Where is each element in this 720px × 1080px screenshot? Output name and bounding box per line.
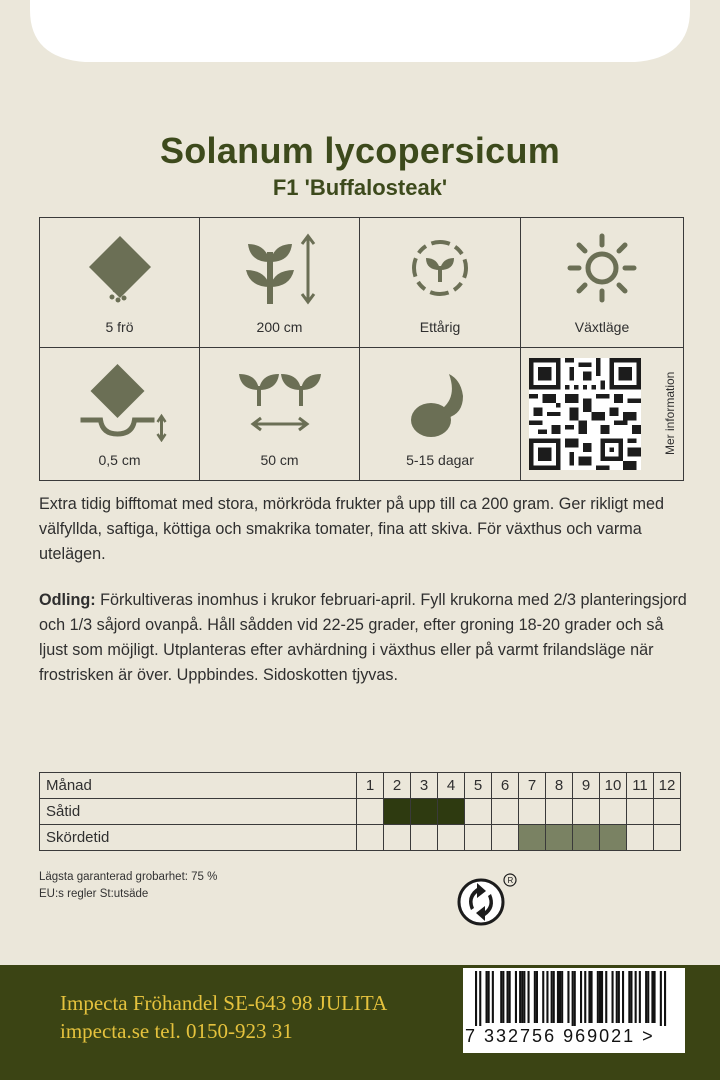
- qr-code-icon[interactable]: [529, 358, 641, 470]
- germination-label: 5-15 dagar: [406, 452, 474, 468]
- calendar-header-row: [40, 773, 681, 799]
- calendar-month-5: 5: [465, 773, 492, 799]
- calendar-row-label: Såtid: [40, 799, 357, 825]
- calendar-cell: [438, 799, 465, 825]
- calendar-cell: [411, 799, 438, 825]
- cell-height: [200, 218, 360, 348]
- calendar-month-3: 3: [411, 773, 438, 799]
- height-label: 200 cm: [256, 319, 303, 335]
- eu-rules-note: EU:s regler St:utsäde: [39, 888, 149, 900]
- sowing-depth-icon: [72, 362, 167, 442]
- calendar-cell: [357, 825, 384, 851]
- calendar-cell: [384, 799, 411, 825]
- calendar-month-12: 12: [654, 773, 681, 799]
- calendar-month-7: 7: [519, 773, 546, 799]
- calendar-month-8: 8: [546, 773, 573, 799]
- calendar-cell: [357, 799, 384, 825]
- barcode-bars: [463, 968, 685, 1026]
- cell-position: [521, 218, 683, 348]
- company-address: Impecta Fröhandel SE-643 98 JULITA: [60, 991, 388, 1015]
- calendar-cell: [600, 825, 627, 851]
- calendar-cell: [492, 825, 519, 851]
- calendar-cell: [492, 799, 519, 825]
- company-contact: impecta.se tel. 0150-923 31: [60, 1019, 293, 1043]
- germination-guarantee: Lägsta garanterad grobarhet: 75 %: [39, 871, 218, 883]
- seed-packet-icon: [85, 232, 155, 307]
- more-info-label: Mer information: [663, 371, 677, 455]
- cell-spacing: [200, 348, 360, 480]
- depth-label: 0,5 cm: [98, 452, 141, 468]
- calendar-row: [40, 825, 681, 851]
- hang-tab-cutout: [0, 0, 720, 105]
- calendar-cell: [546, 825, 573, 851]
- calendar-cell: [573, 825, 600, 851]
- sowing-calendar: [39, 772, 681, 851]
- calendar-cell: [519, 825, 546, 851]
- species-title: Solanum lycopersicum: [159, 130, 561, 171]
- calendar-cell: [465, 799, 492, 825]
- cell-germination: [360, 348, 521, 480]
- plant-spacing-icon: [235, 362, 325, 437]
- germination-seed-icon: [405, 362, 475, 442]
- calendar-cell: [654, 825, 681, 851]
- green-dot-recycling-icon: [457, 872, 519, 928]
- calendar-month-2: 2: [384, 773, 411, 799]
- calendar-month-9: 9: [573, 773, 600, 799]
- cultivation-heading: Odling:: [39, 591, 96, 609]
- calendar-month-10: 10: [600, 773, 627, 799]
- calendar-cell: [654, 799, 681, 825]
- calendar-row: [40, 799, 681, 825]
- variety-subtitle: F1 'Buffalosteak': [272, 175, 448, 200]
- calendar-cell: [411, 825, 438, 851]
- annual-cycle-icon: [404, 232, 476, 304]
- calendar-cell: [546, 799, 573, 825]
- barcode-number: 7 332756 969021 >: [465, 1026, 655, 1046]
- seeds-count-label: 5 frö: [105, 319, 134, 335]
- calendar-cell: [600, 799, 627, 825]
- calendar-month-6: 6: [492, 773, 519, 799]
- calendar-cell: [573, 799, 600, 825]
- calendar-cell: [438, 825, 465, 851]
- svg-text:R: R: [507, 876, 514, 885]
- calendar-cell: [519, 799, 546, 825]
- calendar-month-11: 11: [627, 773, 654, 799]
- variety-description: Extra tidig bifftomat med stora, mörkröda frukter på upp till ca 200 gram. Ger rikligt med välfyllda, saftiga, köttiga och smakrika tomater, fina att skiva. För växthus och varma utelägen.: [39, 495, 664, 563]
- info-icon-grid: [39, 217, 684, 481]
- calendar-cell: [627, 799, 654, 825]
- cultivation-paragraph: [39, 588, 689, 688]
- cell-depth: [40, 348, 200, 480]
- cell-lifecycle: [360, 218, 521, 348]
- calendar-month-4: 4: [438, 773, 465, 799]
- calendar-cell: [627, 825, 654, 851]
- barcode: [463, 968, 685, 1053]
- spacing-label: 50 cm: [260, 452, 299, 468]
- plant-height-icon: [240, 232, 320, 307]
- sun-icon: [566, 232, 638, 304]
- calendar-row-label: Skördetid: [40, 825, 357, 851]
- calendar-cell: [384, 825, 411, 851]
- cell-seeds: [40, 218, 200, 348]
- position-label: Växtläge: [574, 319, 630, 335]
- cultivation-text: Förkultiveras inomhus i krukor februari-april. Fyll krukorna med 2/3 planteringsjord och 1/3 såjord ovanpå. Håll sådden vid 22-25 grader, efter groning 18-20 grader och så ljust som möjligt. Utplanteras efter avhärdning i växthus eller på varmt frilandsläge när frostrisken är över. Uppbindes. Sidoskotten tjyvas.: [39, 591, 687, 684]
- calendar-month-label: Månad: [40, 773, 357, 799]
- calendar-cell: [465, 825, 492, 851]
- cell-qr[interactable]: [521, 348, 683, 480]
- calendar-month-1: 1: [357, 773, 384, 799]
- lifecycle-label: Ettårig: [419, 319, 461, 335]
